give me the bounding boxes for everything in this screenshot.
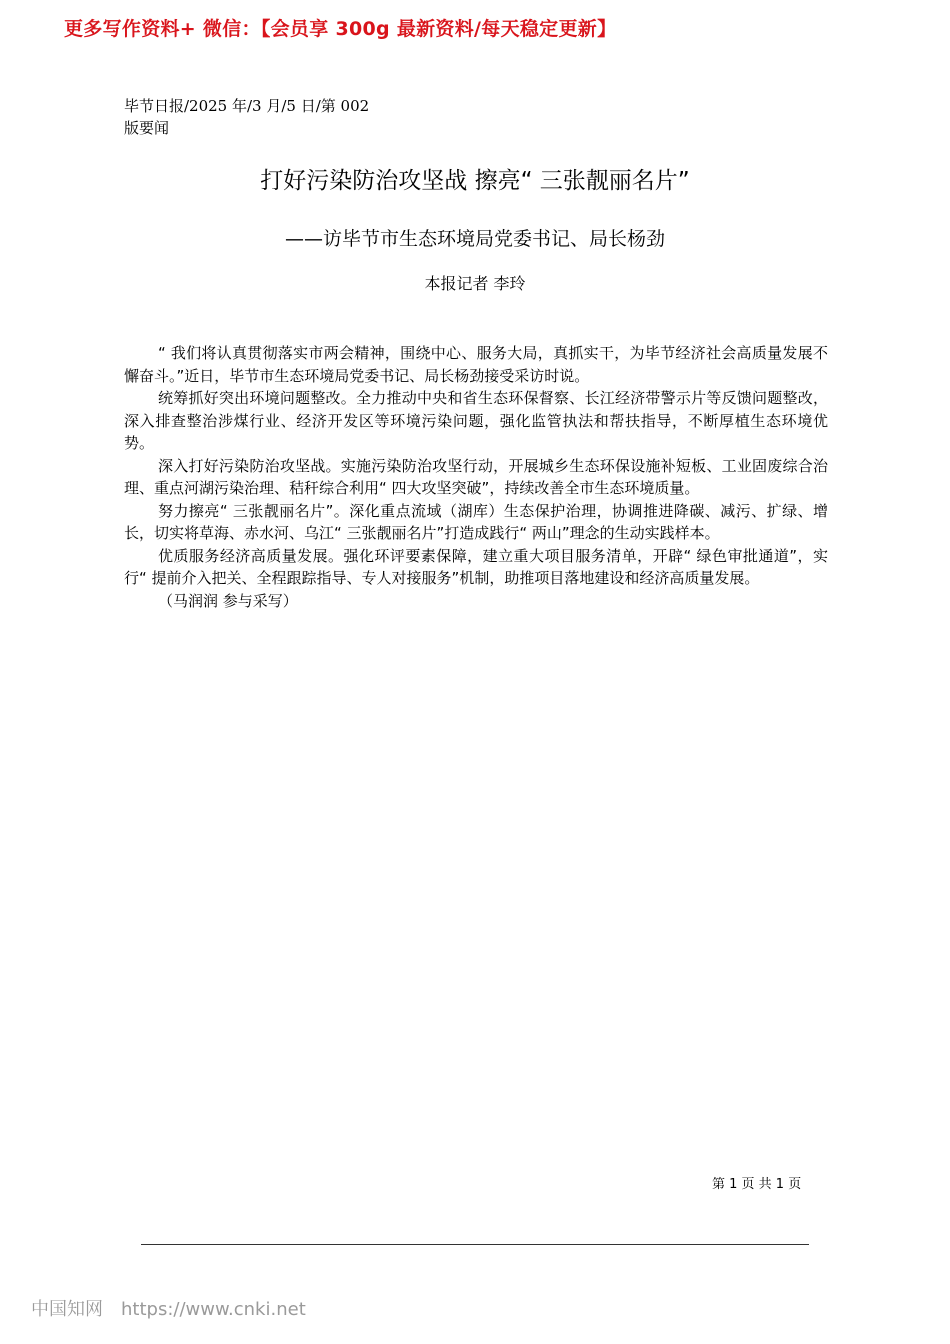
cnki-watermark [31,1295,306,1321]
article-subtitle: ——访毕节市生态环境局党委书记、局长杨劲 [284,228,665,250]
article-paragraph: 优质服务经济高质量发展。强化环评要素保障，建立重大项目服务清单，开辟“ 绿色审批通道”，实行“ 提前介入把关、全程跟踪指导、专人对接服务”机制，助推项目落地建设和经济高质量发展。 [124,546,828,587]
watermark-brand: 中国知网 [31,1299,103,1320]
page-number: 第 1 页 共 1 页 [712,1177,802,1192]
source-line-2: 版要闻 [124,119,170,137]
article-paragraph: 深入打好污染防治攻坚战。实施污染防治攻坚行动，开展城乡生态环保设施补短板、工业固废综合治理、重点河湖污染治理、秸秆综合利用“ 四大攻坚突破”，持续改善全市生态环境质量。 [124,456,828,497]
article-body [124,342,828,612]
article-paragraph: 统筹抓好突出环境问题整改。全力推动中央和省生态环保督察、长江经济带警示片等反馈问题整改，深入排查整治涉煤行业、经济开发区等环境污染问题，强化监管执法和帮扶指导，不断厚植生态环境优势。 [124,389,828,452]
article-title: 打好污染防治攻坚战 擦亮“ 三张靓丽名片” [260,168,690,194]
source-line-1: 毕节日报/2025 年/3 月/5 日/第 002 [124,97,370,115]
source-info [124,95,369,139]
watermark-url: https://www.cnki.net [121,1299,306,1320]
article-credit: （马润润 参与采写） [158,591,298,610]
footer-divider [141,1244,809,1245]
promo-banner: 更多写作资料+ 微信：【会员享 300g 最新资料/每天稳定更新】 [64,18,617,40]
article-paragraph: “ 我们将认真贯彻落实市两会精神，围绕中心、服务大局，真抓实干，为毕节经济社会高质量发展不懈奋斗。”近日，毕节市生态环境局党委书记、局长杨劲接受采访时说。 [124,344,828,385]
article-paragraph: 努力擦亮“ 三张靓丽名片”。深化重点流域（湖库）生态保护治理，协调推进降碳、减污、扩绿、增长，切实将草海、赤水河、乌江“ 三张靓丽名片”打造成践行“ 两山”理念的生动实践样本。 [124,501,828,542]
article-byline: 本报记者 李玲 [424,274,526,293]
